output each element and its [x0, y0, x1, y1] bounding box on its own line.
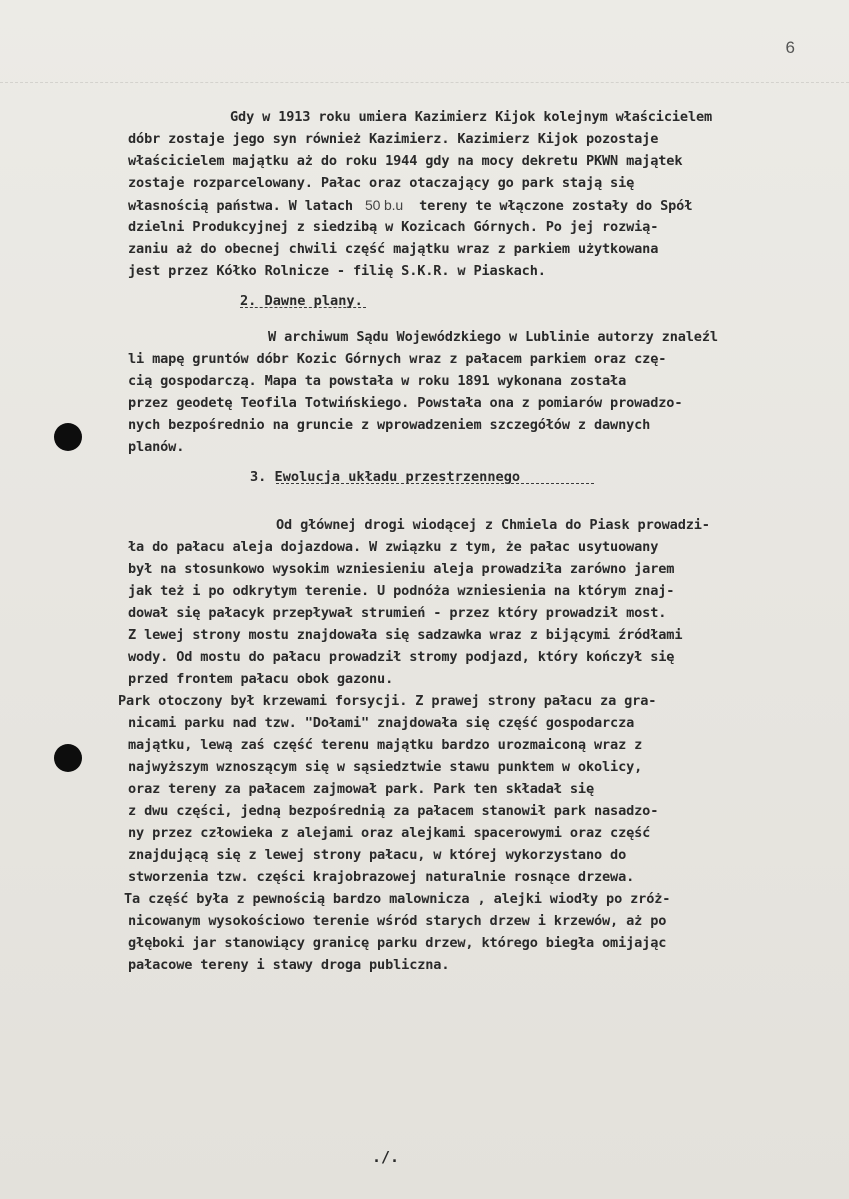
heading-underline [276, 483, 594, 484]
text-line: ny przez człowieka z alejami oraz alejkami spacerowymi oraz część [128, 825, 651, 841]
text-line: głęboki jar stanowiący granicę parku drzew, którego biegła omijając [128, 935, 667, 951]
section-heading-3 [128, 466, 844, 488]
text-line: Ta część była z pewnością bardzo malownicza , alejki wiodły po zróż- [124, 891, 671, 907]
text-line: wody. Od mostu do pałacu prowadził stromy podjazd, który kończył się [128, 649, 675, 665]
punch-hole-top [54, 423, 82, 451]
text-line: nych bezpośrednio na gruncie z wprowadzeniem szczegółów z dawnych [128, 417, 651, 433]
text-line: Od głównej drogi wiodącej z Chmiela do Piask prowadzi- [276, 517, 710, 533]
text-fragment: własnością państwa. W latach [128, 198, 353, 214]
text-line: właścicielem majątku aż do roku 1944 gdy na mocy dekretu PKWN majątek [128, 153, 683, 169]
continuation-mark: ./. [372, 1148, 400, 1166]
text-line [128, 194, 844, 216]
fold-line [0, 82, 849, 83]
text-line: W archiwum Sądu Wojewódzkiego w Lublinie autorzy znaleźl [268, 329, 718, 345]
heading-text: 2. Dawne plany. [240, 293, 363, 309]
text-line: dował się pałacyk przepływał strumień - przez który prowadził most. [128, 605, 667, 621]
text-line: majątku, lewą zaś część terenu majątku bardzo urozmaiconą wraz z [128, 737, 643, 753]
text-line: przez geodetę Teofila Totwińskiego. Powstała ona z pomiarów prowadzo- [128, 395, 683, 411]
handwritten-note: 50 b.u [365, 197, 404, 213]
text-line: zaniu aż do obecnej chwili część majątku wraz z parkiem użytkowana [128, 241, 659, 257]
text-line: znajdującą się z lewej strony pałacu, w której wykorzystano do [128, 847, 627, 863]
text-line: stworzenia tzw. części krajobrazowej naturalnie rosnące drzewa. [128, 869, 635, 885]
heading-underline [240, 307, 366, 308]
text-line: planów. [128, 439, 185, 455]
text-line: Gdy w 1913 roku umiera Kazimierz Kijok kolejnym właścicielem [230, 109, 713, 125]
text-line: ła do pałacu aleja dojazdowa. W związku z tym, że pałac usytuowany [128, 539, 659, 555]
text-fragment: tereny te włączone zostały do Spół [419, 198, 693, 214]
text-line: jak też i po odkrytym terenie. U podnóża wzniesienia na którym znaj- [128, 583, 675, 599]
heading-text: 3. Ewolucja układu przestrzennego [250, 469, 521, 485]
text-line: dóbr zostaje jego syn również Kazimierz. Kazimierz Kijok pozostaje [128, 131, 659, 147]
text-line: był na stosunkowo wysokim wzniesieniu aleja prowadziła zarówno jarem [128, 561, 675, 577]
text-line: cią gospodarczą. Mapa ta powstała w roku 1891 wykonana została [128, 373, 627, 389]
text-line: dzielni Produkcyjnej z siedzibą w Kozicach Górnych. Po jej rozwią- [128, 219, 659, 235]
section-heading-2 [128, 290, 844, 312]
text-line: Park otoczony był krzewami forsycji. Z prawej strony pałacu za gra- [118, 693, 657, 709]
paragraph-2 [128, 326, 844, 458]
text-line: nicami parku nad tzw. "Dołami" znajdowała się część gospodarcza [128, 715, 635, 731]
paragraph-3 [118, 514, 844, 976]
document-body [118, 106, 844, 976]
text-line: Z lewej strony mostu znajdowała się sadzawka wraz z bijącymi źródłami [128, 627, 683, 643]
text-line: oraz tereny za pałacem zajmował park. Park ten składał się [128, 781, 594, 797]
punch-hole-bottom [54, 744, 82, 772]
text-line: przed frontem pałacu obok gazonu. [128, 671, 394, 687]
text-line: najwyższym wznoszącym się w sąsiedztwie stawu punktem w okolicy, [128, 759, 643, 775]
page-number: 6 [785, 38, 795, 57]
text-line: z dwu części, jedną bezpośrednią za pałacem stanowił park nasadzo- [128, 803, 659, 819]
text-line: jest przez Kółko Rolnicze - filię S.K.R. w Piaskach. [128, 263, 546, 279]
text-line: li mapę gruntów dóbr Kozic Górnych wraz z pałacem parkiem oraz czę- [128, 351, 667, 367]
paragraph-1 [128, 106, 844, 282]
text-line: pałacowe tereny i stawy droga publiczna. [128, 957, 450, 973]
text-line: zostaje rozparcelowany. Pałac oraz otaczający go park stają się [128, 175, 635, 191]
text-line: nicowanym wysokościowo terenie wśród starych drzew i krzewów, aż po [128, 913, 667, 929]
